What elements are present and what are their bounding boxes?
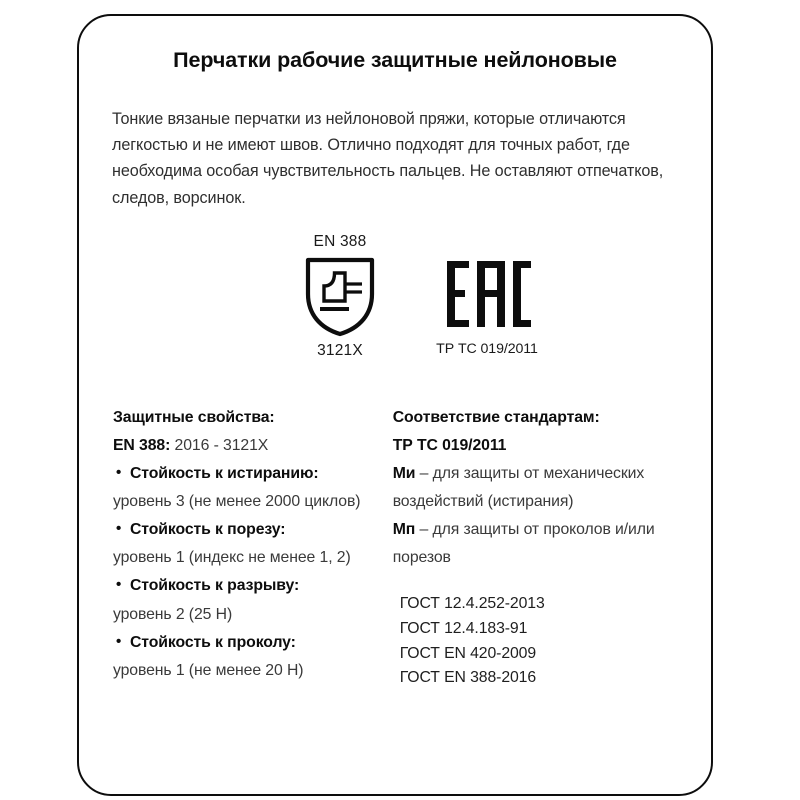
property-value: уровень 3 (не менее 2000 циклов) <box>113 493 361 511</box>
marking-text: – для защиты от механических воздействий (истирания) <box>392 464 645 511</box>
protective-properties-heading: Защитные свойства: <box>113 408 275 426</box>
specs-columns <box>107 404 683 691</box>
property-title: • Стойкость к проколу: <box>113 629 386 657</box>
eac-caption: ТР ТС 019/2011 <box>436 340 538 357</box>
certification-marks <box>107 233 683 398</box>
gost-standards-list <box>393 592 683 691</box>
page-title: Перчатки рабочие защитные нейлоновые <box>173 48 617 72</box>
property-title: • Стойкость к разрыву: <box>113 572 386 600</box>
marking-code: Ми <box>392 464 416 482</box>
eac-mark <box>412 261 562 357</box>
en388-performance-code: 3121X <box>317 341 363 359</box>
property-value: уровень 1 (не менее 20 Н) <box>113 661 304 679</box>
gost-item: ГОСТ 12.4.252-2013 <box>399 595 545 613</box>
en388-mark <box>285 233 395 360</box>
standards-compliance-column <box>386 404 683 691</box>
property-value: уровень 2 (25 Н) <box>113 605 233 623</box>
shield-hammer-abrasion-icon <box>304 256 376 338</box>
card-content <box>79 16 711 794</box>
gost-item: ГОСТ EN 388-2016 <box>399 669 537 687</box>
marking-entry <box>393 516 683 572</box>
marking-code: Мп <box>392 521 416 539</box>
marking-text: – для защиты от проколов и/или порезов <box>392 521 655 567</box>
eac-conformity-mark-icon <box>441 261 533 327</box>
en388-label: EN 388 <box>313 232 367 250</box>
property-title: • Стойкость к порезу: <box>113 516 386 544</box>
property-value: уровень 1 (индекс не менее 1, 2) <box>113 549 351 567</box>
product-card-frame <box>77 14 713 796</box>
marking-entry <box>393 460 683 516</box>
gost-item: ГОСТ 12.4.183-91 <box>399 620 528 638</box>
product-description: Тонкие вязаные перчатки из нейлоновой пряжи, которые отличаются легкостью и не имеют швов. Отлично подходят для точных работ, где необходима особая чувствительность пальцев. Не оставляют отпечатков, следов, ворсинок. <box>112 109 664 207</box>
en388-standard-line <box>113 432 386 460</box>
property-title: • Стойкость к истиранию: <box>113 460 386 488</box>
protective-properties-column <box>107 404 386 685</box>
en388-standard-value: 2016 - 3121X <box>170 436 269 454</box>
standards-compliance-heading: Соответствие стандартам: <box>392 408 600 426</box>
gost-item: ГОСТ EN 420-2009 <box>399 644 537 662</box>
en388-standard-label: EN 388: <box>113 436 171 454</box>
technical-regulation: ТР ТС 019/2011 <box>392 436 507 454</box>
